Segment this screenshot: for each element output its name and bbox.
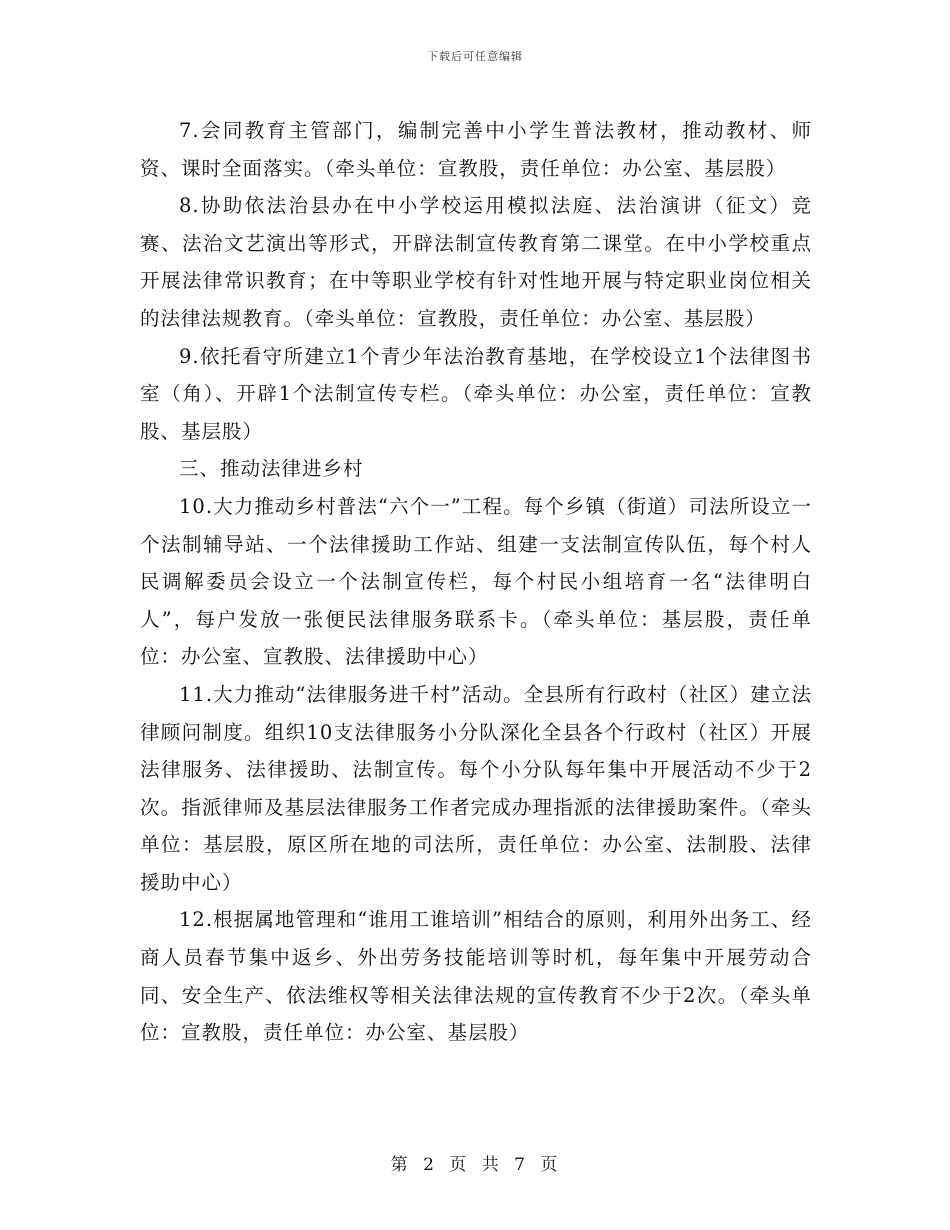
footer-page-word: 页 <box>449 1155 469 1175</box>
footer-prefix: 第 <box>390 1155 410 1175</box>
paragraph-item-10: 10.大力推动乡村普法“六个一”工程。每个乡镇（街道）司法所设立一个法制辅导站、一个法律援助工作站、组建一支法制宣传队伍，每个村人民调解委员会设立一个法制宣传栏，每个村民小组培育一名“法律明白人”，每户发放一张便民法律服务联系卡。（牵头单位：基层股，责任单位：办公室、宣教股、法律援助中心） <box>140 494 812 669</box>
page-header-note: 下载后可任意编辑 <box>427 50 523 63</box>
paragraph-item-8: 8.协助依法治县办在中小学校运用模拟法庭、法治演讲（征文）竞赛、法治文艺演出等形式，开辟法制宣传教育第二课堂。在中小学校重点开展法律常识教育；在中等职业学校有针对性地开展与特定职业岗位相关的法律法规教育。（牵头单位：宣教股，责任单位：办公室、基层股） <box>140 194 812 330</box>
footer-suffix: 页 <box>540 1155 560 1175</box>
paragraph-item-9: 9.依托看守所建立1个青少年法治教育基地，在学校设立1个法律图书室（角）、开辟1个法制宣传专栏。（牵头单位：办公室，责任单位：宣教股、基层股） <box>140 344 812 443</box>
paragraph-item-7: 7.会同教育主管部门，编制完善中小学生普法教材，推动教材、师资、课时全面落实。（牵头单位：宣教股，责任单位：办公室、基层股） <box>140 119 812 180</box>
paragraph-item-12: 12.根据属地管理和“谁用工谁培训”相结合的原则，利用外出务工、经商人员春节集中返乡、外出劳务技能培训等时机，每年集中开展劳动合同、安全生产、依法维权等相关法律法规的宣传教育不少于2次。（牵头单位：宣教股，责任单位：办公室、基层股） <box>140 908 812 1045</box>
section-heading-3: 三、推动法律进乡村 <box>179 457 364 481</box>
paragraph-item-11: 11.大力推动“法律服务进千村”活动。全县所有行政村（社区）建立法律顾问制度。组织10支法律服务小分队深化全县各个行政村（社区）开展法律服务、法律援助、法制宣传。每个小分队每年集中开展活动不少于2次。指派律师及基层法律服务工作者完成办理指派的法律援助案件。（牵头单位：基层股，原区所在地的司法所，责任单位：办公室、法制股、法律援助中心） <box>140 682 812 894</box>
footer-total-pages: 7 <box>514 1155 527 1175</box>
footer-total-word: 共 <box>481 1155 501 1175</box>
document-body <box>140 112 812 1052</box>
footer-current-page: 2 <box>423 1155 436 1175</box>
page-footer <box>0 1150 950 1175</box>
